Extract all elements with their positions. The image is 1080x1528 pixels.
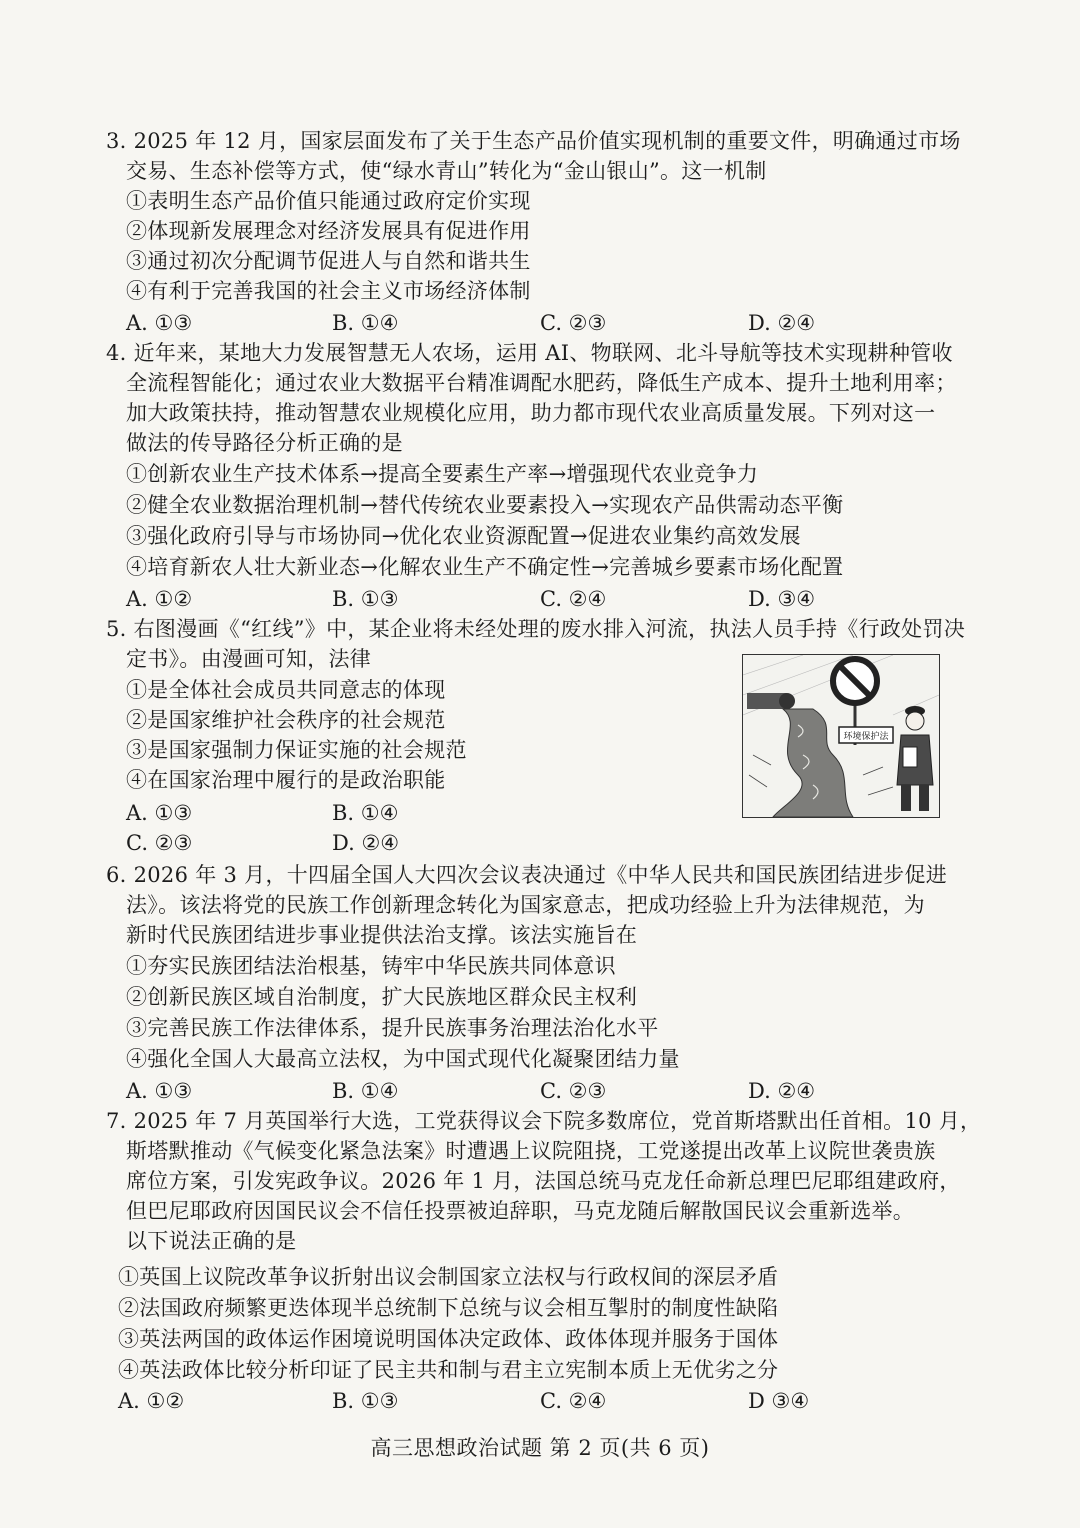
choice-b: B. ①④ (332, 311, 399, 335)
penalty-document (903, 747, 917, 767)
cartoon-illustration (743, 655, 939, 817)
choice-d: D. ③④ (748, 587, 816, 611)
question-stem-line: 新时代民族团结进步事业提供法治支撑。该法实施旨在 (126, 923, 638, 947)
question-stem-line: 席位方案，引发宪政争议。2026 年 1 月，法国总统马克龙任命新总理巴尼耶组建政府， (126, 1169, 961, 1193)
choice-a: A. ①③ (126, 311, 193, 335)
choice-d: D. ②④ (332, 831, 400, 855)
red-line-cartoon (742, 654, 940, 818)
statement-item: ④英法政体比较分析印证了民主共和制与君主立宪制本质上无优劣之分 (118, 1358, 779, 1382)
question-stem-line: 4. 近年来，某地大力发展智慧无人农场，运用 AI、物联网、北斗导航等技术实现耕种管收 (106, 341, 953, 365)
statement-item: ④培育新农人壮大新业态→化解农业生产不确定性→完善城乡要素市场化配置 (126, 555, 844, 579)
question-stem-line: 斯塔默推动《气候变化紧急法案》时遭遇上议院阻挠，工党遂提出改革上议院世袭贵族 (126, 1139, 936, 1163)
choice-c: C. ②③ (540, 311, 607, 335)
question-stem-line: 法》。该法将党的民族工作创新理念转化为国家意志，把成功经验上升为法律规范，为 (126, 893, 925, 917)
question-stem-line: 全流程智能化；通过农业大数据平台精准调配水肥药，降低生产成本、提升土地利用率； (126, 371, 957, 395)
choice-b: B. ①③ (332, 1389, 399, 1413)
statement-item: ③完善民族工作法律体系，提升民族事务治理法治化水平 (126, 1016, 659, 1040)
choice-b: B. ①④ (332, 801, 399, 825)
question-stem-line: 5. 右图漫画《“红线”》中，某企业将未经处理的废水排入河流，执法人员手持《行政处罚决 (106, 617, 966, 641)
page-footer: 高三思想政治试题 第 2 页(共 6 页) (370, 1436, 710, 1460)
question-stem-line: 交易、生态补偿等方式，使“绿水青山”转化为“金山银山”。这一机制 (126, 159, 767, 183)
choice-a: A. ①③ (126, 801, 193, 825)
question-stem-line: 但巴尼耶政府因国民议会不信任投票被迫辞职，马克龙随后解散国民议会重新选举。 (126, 1199, 915, 1223)
statement-item: ①表明生态产品价值只能通过政府定价实现 (126, 189, 531, 213)
choice-c: C. ②④ (540, 1389, 607, 1413)
statement-item: ②法国政府频繁更迭体现半总统制下总统与议会相互掣肘的制度性缺陷 (118, 1296, 779, 1320)
statement-item: ④在国家治理中履行的是政治职能 (126, 768, 446, 792)
statement-item: ①夯实民族团结法治根基，铸牢中华民族共同体意识 (126, 954, 616, 978)
question-stem-line: 以下说法正确的是 (126, 1229, 297, 1253)
statement-item: ②是国家维护社会秩序的社会规范 (126, 708, 446, 732)
question-stem-line: 3. 2025 年 12 月，国家层面发布了关于生态产品价值实现机制的重要文件，明确通过市场 (106, 129, 961, 153)
choice-d: D ③④ (748, 1389, 810, 1413)
statement-item: ②体现新发展理念对经济发展具有促进作用 (126, 219, 531, 243)
question-stem-line: 6. 2026 年 3 月，十四届全国人大四次会议表决通过《中华人民共和国民族团结进步促进 (106, 863, 948, 887)
statement-item: ③英法两国的政体运作困境说明国体决定政体、政体体现并服务于国体 (118, 1327, 779, 1351)
choice-c: C. ②③ (540, 1079, 607, 1103)
statement-item: ①创新农业生产技术体系→提高全要素生产率→增强现代农业竞争力 (126, 462, 759, 486)
question-stem-line: 定书》。由漫画可知，法律 (126, 647, 372, 671)
statement-item: ③通过初次分配调节促进人与自然和谐共生 (126, 249, 531, 273)
choice-a: A. ①② (118, 1389, 185, 1413)
choice-a: A. ①② (126, 587, 193, 611)
choice-b: B. ①③ (332, 587, 399, 611)
statement-item: ③强化政府引导与市场协同→优化农业资源配置→促进农业集约高效发展 (126, 524, 801, 548)
choice-c: C. ②④ (540, 587, 607, 611)
choice-d: D. ②④ (748, 311, 816, 335)
question-stem-line: 加大政策扶持，推动智慧农业规模化应用，助力都市现代农业高质量发展。下列对这一 (126, 401, 936, 425)
choice-a: A. ①③ (126, 1079, 193, 1103)
statement-item: ①是全体社会成员共同意志的体现 (126, 678, 446, 702)
law-sign-text: 环境保护法 (843, 732, 889, 742)
question-stem-line: 7. 2025 年 7 月英国举行大选，工党获得议会下院多数席位，党首斯塔默出任首相。10 月， (106, 1109, 982, 1133)
statement-item: ③是国家强制力保证实施的社会规范 (126, 738, 467, 762)
choice-d: D. ②④ (748, 1079, 816, 1103)
choice-c: C. ②③ (126, 831, 193, 855)
statement-item: ②健全农业数据治理机制→替代传统农业要素投入→实现农产品供需动态平衡 (126, 493, 844, 517)
question-stem-line: 做法的传导路径分析正确的是 (126, 431, 403, 455)
statement-item: ②创新民族区域自治制度，扩大民族地区群众民主权利 (126, 985, 638, 1009)
choice-b: B. ①④ (332, 1079, 399, 1103)
statement-item: ①英国上议院改革争议折射出议会制国家立法权与行政权间的深层矛盾 (118, 1265, 779, 1289)
statement-item: ④强化全国人大最高立法权，为中国式现代化凝聚团结力量 (126, 1047, 680, 1071)
statement-item: ④有利于完善我国的社会主义市场经济体制 (126, 279, 531, 303)
